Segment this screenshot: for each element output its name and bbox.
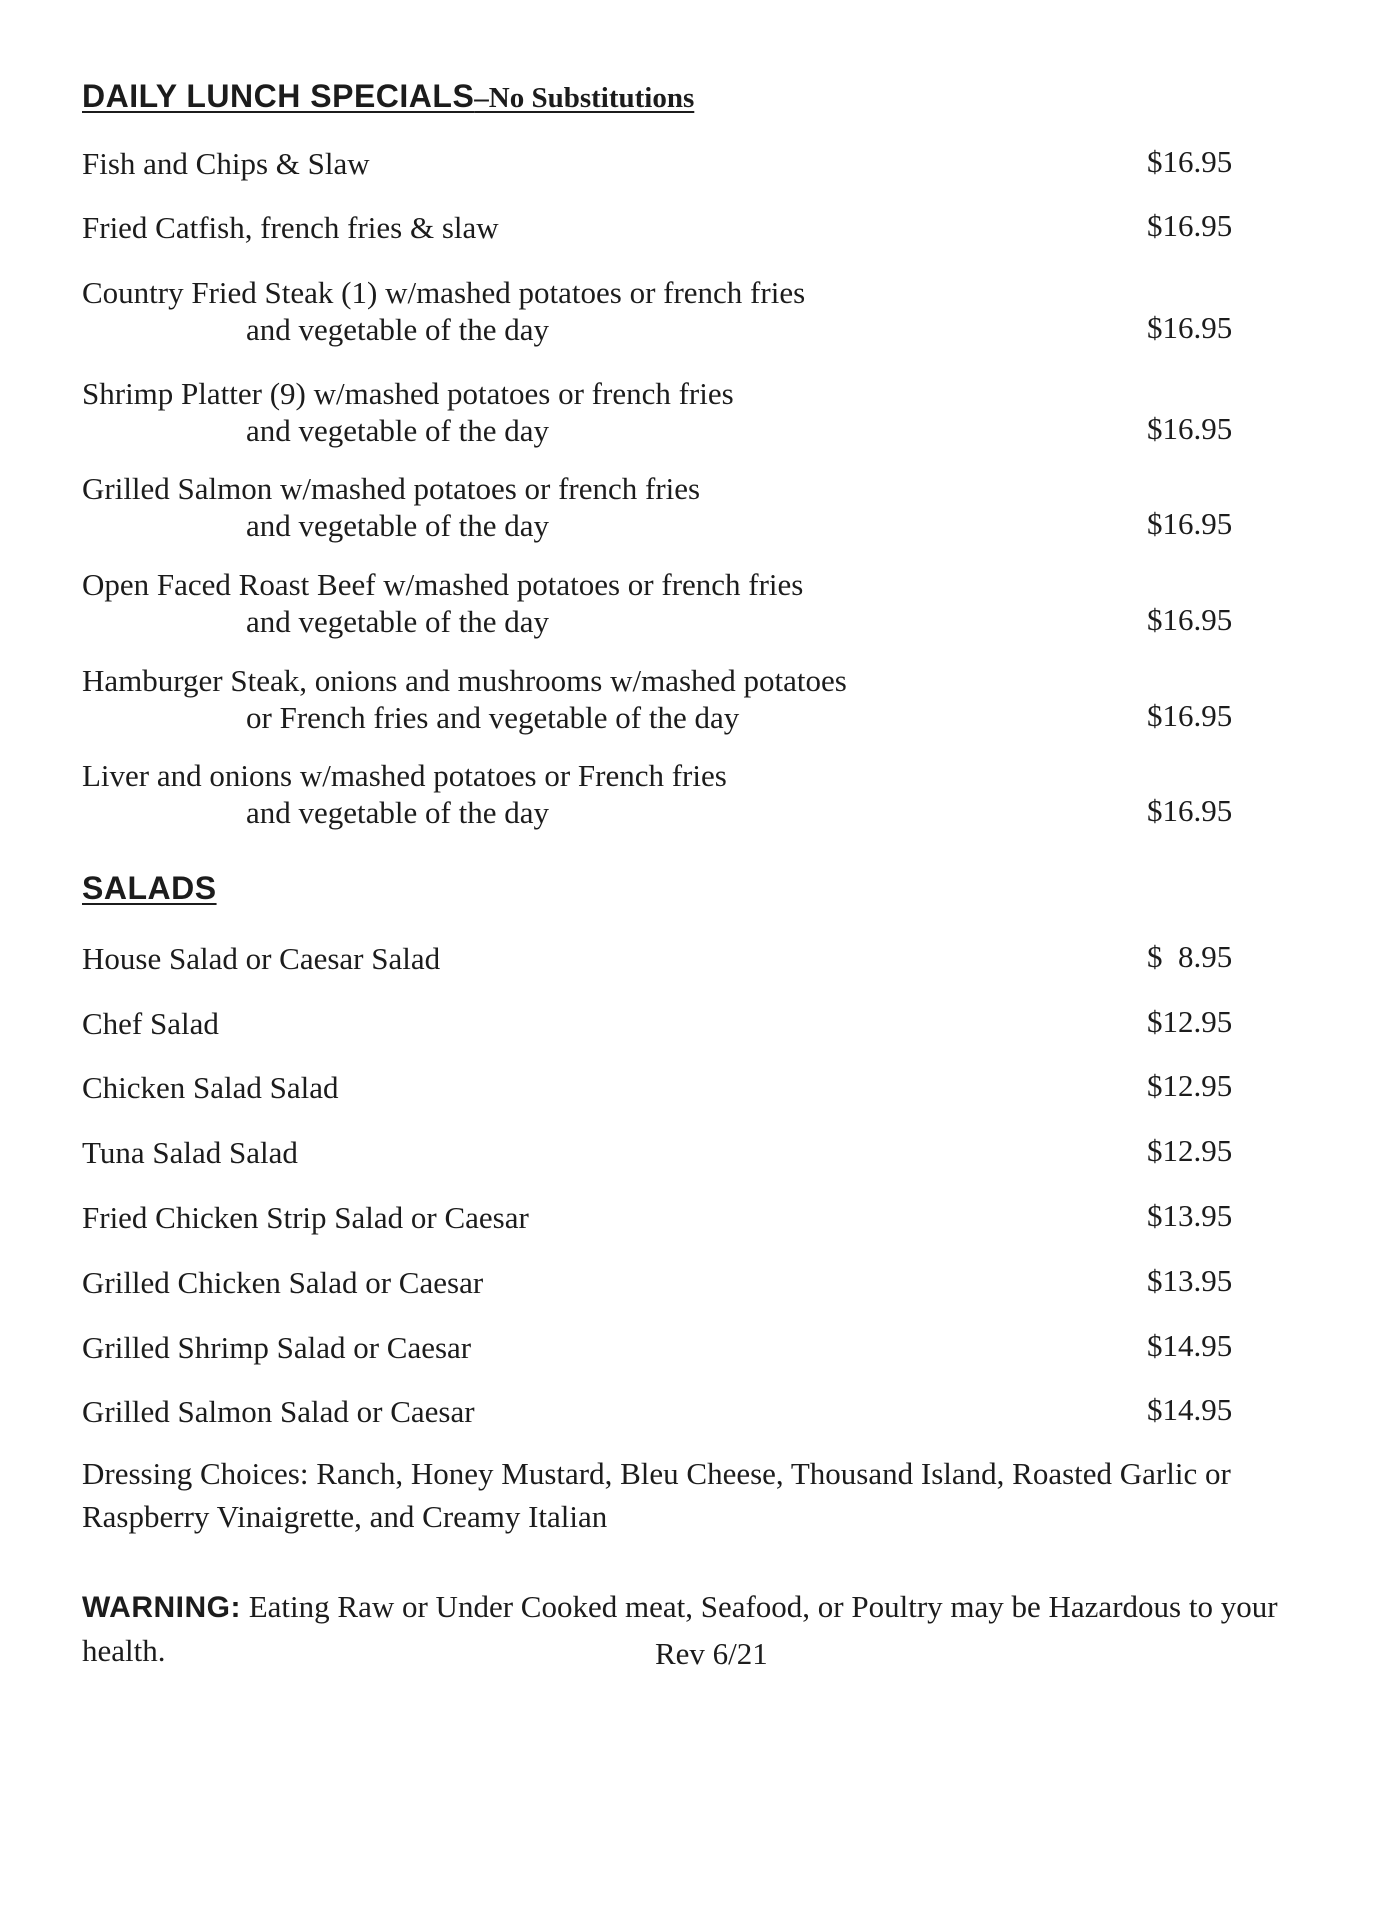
salad-item-price: $12.95 — [1147, 1068, 1233, 1103]
salad-item-name: Grilled Chicken Salad or Caesar — [82, 1265, 484, 1300]
salad-item-name: Fried Chicken Strip Salad or Caesar — [82, 1200, 529, 1235]
salad-item-name: House Salad or Caesar Salad — [82, 941, 441, 976]
salads-heading — [82, 870, 217, 907]
lunch-item-detail: and vegetable of the day — [246, 413, 549, 448]
lunch-item-name: Hamburger Steak, onions and mushrooms w/mashed potatoes — [82, 663, 847, 698]
salad-item-price: $14.95 — [1147, 1328, 1233, 1363]
lunch-item-name: Liver and onions w/mashed potatoes or French fries — [82, 758, 727, 793]
salad-item-price: $14.95 — [1147, 1392, 1233, 1427]
lunch-item-name: Grilled Salmon w/mashed potatoes or french fries — [82, 471, 701, 506]
warning-text: Eating Raw or Under Cooked meat, Seafood, or Poultry may be Hazardous to your health. — [82, 1589, 1278, 1668]
warning-label: WARNING: — [82, 1591, 241, 1624]
lunch-item-name: Shrimp Platter (9) w/mashed potatoes or french fries — [82, 376, 734, 411]
lunch-item-detail: and vegetable of the day — [246, 795, 549, 830]
salad-item-name: Grilled Shrimp Salad or Caesar — [82, 1330, 472, 1365]
salad-item-price: $12.95 — [1147, 1133, 1233, 1168]
lunch-specials-subtitle: –No Substitutions — [474, 82, 695, 114]
salad-item-price: $13.95 — [1147, 1198, 1233, 1233]
lunch-item-price: $16.95 — [1147, 411, 1233, 446]
lunch-item-name: Country Fried Steak (1) w/mashed potatoes or french fries — [82, 275, 806, 310]
salads-title: SALADS — [82, 870, 217, 906]
lunch-specials-title: DAILY LUNCH SPECIALS — [82, 78, 475, 114]
lunch-item-name: Fried Catfish, french fries & slaw — [82, 210, 499, 245]
revision-date: Rev 6/21 — [655, 1636, 768, 1671]
lunch-item-detail: or French fries and vegetable of the day — [246, 700, 740, 735]
lunch-item-name: Open Faced Roast Beef w/mashed potatoes or french fries — [82, 567, 804, 602]
salad-item-name: Tuna Salad Salad — [82, 1135, 298, 1170]
lunch-item-detail: and vegetable of the day — [246, 312, 549, 347]
salad-item-price: $12.95 — [1147, 1004, 1233, 1039]
lunch-item-price: $16.95 — [1147, 310, 1233, 345]
lunch-item-price: $16.95 — [1147, 602, 1233, 637]
lunch-item-price: $16.95 — [1147, 506, 1233, 541]
lunch-item-price: $16.95 — [1147, 698, 1233, 733]
dressing-choices: Dressing Choices: Ranch, Honey Mustard, Bleu Cheese, Thousand Island, Roasted Garlic or Raspberry Vinaigrette, and Creamy Italian — [82, 1456, 1231, 1534]
lunch-item-price: $16.95 — [1147, 208, 1233, 243]
salad-item-price: $13.95 — [1147, 1263, 1233, 1298]
lunch-item-price: $16.95 — [1147, 144, 1233, 179]
lunch-specials-heading — [82, 78, 694, 115]
salad-item-name: Chef Salad — [82, 1006, 219, 1041]
lunch-item-detail: and vegetable of the day — [246, 508, 549, 543]
salad-item-price: $ 8.95 — [1147, 939, 1233, 974]
lunch-item-price: $16.95 — [1147, 793, 1233, 828]
lunch-item-detail: and vegetable of the day — [246, 604, 549, 639]
salad-item-name: Grilled Salmon Salad or Caesar — [82, 1394, 475, 1429]
salad-item-name: Chicken Salad Salad — [82, 1070, 339, 1105]
lunch-item-name: Fish and Chips & Slaw — [82, 146, 370, 181]
